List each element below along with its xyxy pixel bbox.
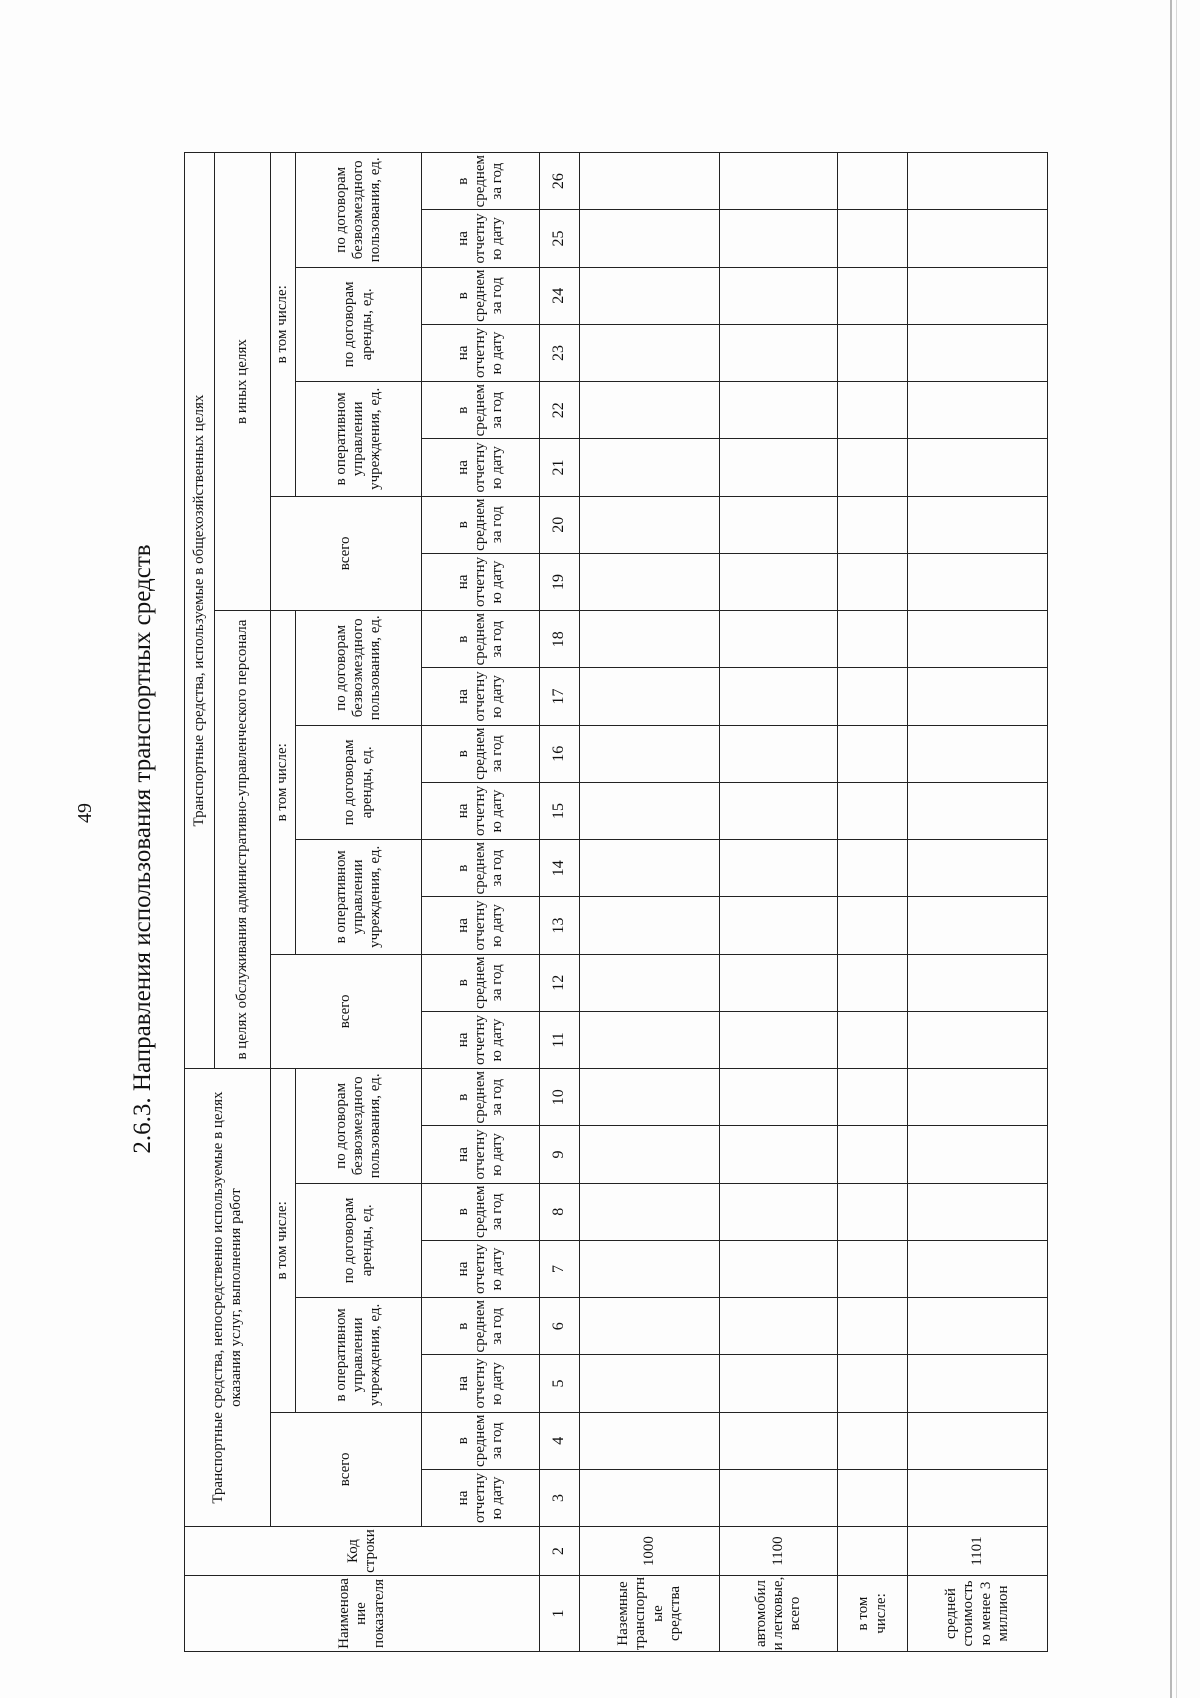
row-code: 1100 [720,1527,838,1576]
header-free-use: по договорам безвозмездного пользования, ед. [296,153,422,268]
header-including: в том числе: [271,153,296,497]
row-code: 1000 [580,1527,720,1576]
header-on-date: на отчетную дату [422,782,540,839]
column-number: 15 [540,782,580,839]
header-avg-year: в среднем за год [422,725,540,782]
header-avg-year: в среднем за год [422,496,540,553]
header-total: всего [271,1412,422,1527]
header-lease: по договорам аренды, ед. [296,267,422,382]
header-avg-year: в среднем за год [422,153,540,210]
page-edge-line [1176,0,1177,1698]
row-name: средней стоимостью менее 3 миллион [908,1576,1048,1652]
row-code [838,1527,908,1576]
header-avg-year: в среднем за год [422,267,540,324]
header-group-admin: в целях обслуживания административно-управленческого персонала [215,611,271,1069]
column-number: 13 [540,897,580,954]
column-number: 4 [540,1412,580,1469]
column-number: 2 [540,1527,580,1576]
column-number: 1 [540,1576,580,1652]
header-including: в том числе: [271,611,296,955]
page-edge-line [1170,0,1172,1698]
header-on-date: на отчетную дату [422,1469,540,1526]
vehicle-usage-table [184,152,1048,1652]
table-row [720,153,838,1652]
column-number: 18 [540,611,580,668]
header-operative: в оперативном управлении учреждения, ед. [296,1298,422,1413]
header-total: всего [271,496,422,611]
header-on-date: на отчетную дату [422,1240,540,1297]
header-group-other: в иных целях [215,153,271,611]
header-free-use: по договорам безвозмездного пользования, ед. [296,611,422,726]
row-name: автомобили легковые, всего [720,1576,838,1652]
column-number: 16 [540,725,580,782]
column-number: 20 [540,496,580,553]
column-number: 23 [540,324,580,381]
header-on-date: на отчетную дату [422,210,540,267]
header-code: Код строки [185,1527,540,1576]
column-number: 6 [540,1298,580,1355]
column-number: 17 [540,668,580,725]
header-group-services: Транспортные средства, непосредственно используемые в целях оказания услуг, выполнения работ [185,1069,271,1527]
header-on-date: на отчетную дату [422,1355,540,1412]
header-avg-year: в среднем за год [422,1298,540,1355]
header-on-date: на отчетную дату [422,439,540,496]
column-number: 7 [540,1240,580,1297]
table-row [580,153,720,1652]
column-number: 21 [540,439,580,496]
header-lease: по договорам аренды, ед. [296,725,422,840]
header-free-use: по договорам безвозмездного пользования, ед. [296,1069,422,1184]
column-number: 10 [540,1069,580,1126]
table-row [838,153,908,1652]
column-number: 14 [540,840,580,897]
column-number: 24 [540,267,580,324]
section-title: 2.6.3. Направления использования транспортных средств [129,544,156,1154]
header-on-date: на отчетную дату [422,553,540,610]
header-avg-year: в среднем за год [422,611,540,668]
column-number: 12 [540,954,580,1011]
row-code: 1101 [908,1527,1048,1576]
table-row [908,153,1048,1652]
header-avg-year: в среднем за год [422,954,540,1011]
rotated-table-area [184,152,1114,1652]
row-name: в том числе: [838,1576,908,1652]
header-on-date: на отчетную дату [422,1126,540,1183]
header-total: всего [271,954,422,1069]
header-on-date: на отчетную дату [422,668,540,725]
column-number: 5 [540,1355,580,1412]
column-number: 9 [540,1126,580,1183]
column-number: 25 [540,210,580,267]
header-operative: в оперативном управлении учреждения, ед. [296,840,422,955]
column-number: 26 [540,153,580,210]
column-number: 3 [540,1469,580,1526]
header-avg-year: в среднем за год [422,1069,540,1126]
column-number: 8 [540,1183,580,1240]
column-number-row [540,153,580,1652]
header-avg-year: в среднем за год [422,1412,540,1469]
header-on-date: на отчетную дату [422,1011,540,1068]
header-on-date: на отчетную дату [422,324,540,381]
header-avg-year: в среднем за год [422,382,540,439]
row-name: Наземные транспортные средства [580,1576,720,1652]
column-number: 11 [540,1011,580,1068]
header-lease: по договорам аренды, ед. [296,1183,422,1298]
header-operative: в оперативном управлении учреждения, ед. [296,382,422,497]
header-group-general: Транспортные средства, используемые в общехозяйственных целях [185,153,215,1069]
page-number: 49 [74,803,96,823]
column-number: 22 [540,382,580,439]
header-on-date: на отчетную дату [422,897,540,954]
header-avg-year: в среднем за год [422,840,540,897]
header-name: Наименование показателя [185,1576,540,1652]
column-number: 19 [540,553,580,610]
header-including: в том числе: [271,1069,296,1413]
header-avg-year: в среднем за год [422,1183,540,1240]
